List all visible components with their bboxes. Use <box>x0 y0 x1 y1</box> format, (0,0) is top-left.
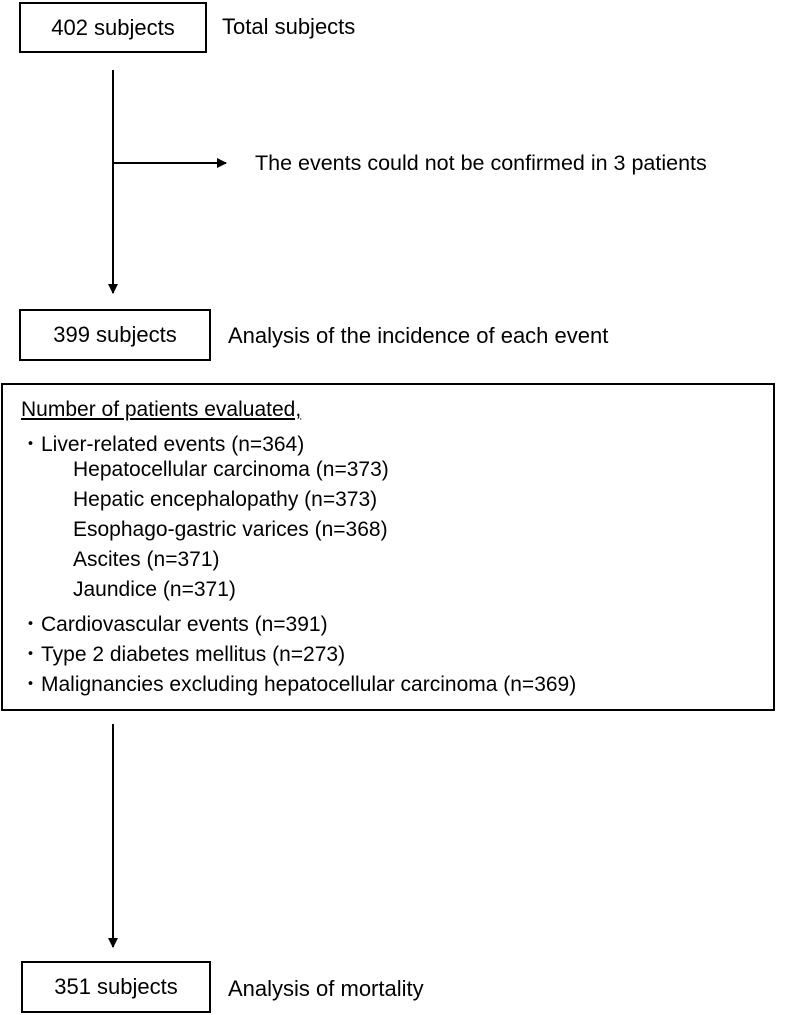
stage3-note: Analysis of mortality <box>228 976 424 1001</box>
item-esophago-gastric-varices: Esophago-gastric varices (n=368) <box>73 518 388 541</box>
stage2-box: 399 subjects <box>19 309 211 361</box>
evaluated-box <box>1 383 775 711</box>
exclusion-note: The events could not be confirmed in 3 patients <box>255 151 707 175</box>
item-liver-related: ・Liver-related events (n=364) <box>20 433 305 456</box>
item-cardiovascular: ・Cardiovascular events (n=391) <box>20 613 328 636</box>
item-hepatic-encephalopathy: Hepatic encephalopathy (n=373) <box>73 488 378 511</box>
stage3-box: 351 subjects <box>21 961 211 1013</box>
item-type2-diabetes: ・Type 2 diabetes mellitus (n=273) <box>20 643 346 666</box>
item-ascites: Ascites (n=371) <box>73 548 220 571</box>
stage1-note: Total subjects <box>222 14 356 39</box>
stage2-note: Analysis of the incidence of each event <box>228 323 609 348</box>
item-malignancies: ・Malignancies excluding hepatocellular carcinoma (n=369) <box>20 673 577 696</box>
stage1-box: 402 subjects <box>19 2 207 53</box>
evaluated-heading: Number of patients evaluated, <box>21 398 302 421</box>
item-jaundice: Jaundice (n=371) <box>73 578 236 601</box>
item-hepatocellular-carcinoma: Hepatocellular carcinoma (n=373) <box>73 458 389 481</box>
